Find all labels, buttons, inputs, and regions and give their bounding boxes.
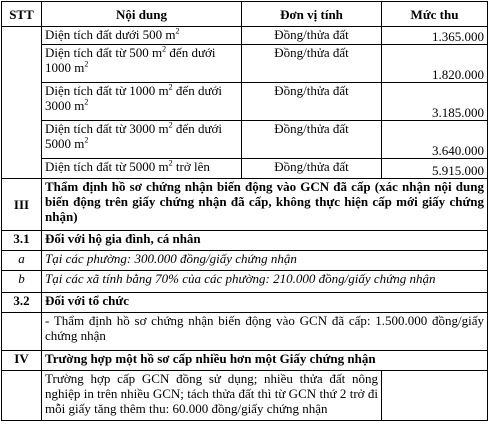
stt-cell-empty (2, 371, 42, 421)
detail-text: Trường hợp cấp GCN đồng sử dụng; nhiều thửa đất nông nghiệp in trên nhiều GCN; tách thửa đất thì từ GCN thứ 2 trở đi mỗi giấy tăng thêm thu: 60.000 đồng/giấy chứng nhận (42, 371, 382, 421)
stt-cell-empty (2, 27, 42, 179)
area-rate: 3.640.000 (382, 121, 488, 159)
subsection-row-3-2 (2, 293, 488, 313)
detail-row-3-2 (2, 313, 488, 351)
header-unit: Đơn vị tính (242, 2, 382, 27)
table-row (2, 27, 488, 45)
section-title: Trường hợp một hồ sơ cấp nhiều hơn một Giấy chứng nhận (42, 351, 488, 371)
area-content: Diện tích đất từ 500 $m^2$ đến dưới 1000 $m^2$ (42, 45, 242, 83)
area-rate: 3.185.000 (382, 83, 488, 121)
item-letter: a (2, 251, 42, 271)
section-number: III (2, 179, 42, 231)
item-row-a (2, 251, 488, 271)
detail-row-IV (2, 371, 488, 421)
area-rate: 1.365.000 (382, 27, 488, 45)
item-letter: b (2, 271, 42, 293)
subsection-number: 3.2 (2, 293, 42, 313)
area-rate: 5.915.000 (382, 159, 488, 179)
fee-table (1, 1, 488, 421)
table-row (2, 45, 488, 83)
subsection-row-3-1 (2, 231, 488, 251)
area-content: Diện tích đất dưới 500 $m^2$ (42, 27, 242, 45)
item-row-b (2, 271, 488, 293)
area-content: Diện tích đất từ 5000 $m^2$ trở lên (42, 159, 242, 179)
item-text: Tại các xã tính bằng 70% của các phường: 210.000 đồng/giấy chứng nhận (42, 271, 488, 293)
detail-text: - Thẩm định hồ sơ chứng nhận biến động vào GCN đã cấp: 1.500.000 đồng/giấy chứng nhận (42, 313, 488, 351)
area-content: Diện tích đất từ 3000 $m^2$ đến dưới 5000 $m^2$ (42, 121, 242, 159)
table-row (2, 159, 488, 179)
table-row (2, 83, 488, 121)
header-content: Nội dung (42, 2, 242, 27)
section-title: Thẩm định hồ sơ chứng nhận biến động vào GCN đã cấp (xác nhận nội dung biến động trên giấy chứng nhận đã cấp, không thực hiện cấp mới giấy chứng nhận) (42, 179, 488, 231)
area-unit: Đồng/thửa đất (242, 83, 382, 121)
area-content: Diện tích đất từ 1000 $m^2$ đến dưới 3000 $m^2$ (42, 83, 242, 121)
area-unit: Đồng/thửa đất (242, 159, 382, 179)
area-rate: 1.820.000 (382, 45, 488, 83)
section-row-III (2, 179, 488, 231)
item-text: Tại các phường: 300.000 đồng/giấy chứng nhận (42, 251, 488, 271)
subsection-title: Đối với hộ gia đình, cá nhân (42, 231, 488, 251)
subsection-number: 3.1 (2, 231, 42, 251)
rate-cell-empty (382, 371, 488, 421)
header-rate: Mức thu (382, 2, 488, 27)
area-unit: Đồng/thửa đất (242, 121, 382, 159)
area-unit: Đồng/thửa đất (242, 27, 382, 45)
table-row (2, 121, 488, 159)
section-number: IV (2, 351, 42, 371)
area-unit: Đồng/thửa đất (242, 45, 382, 83)
section-row-IV (2, 351, 488, 371)
header-stt: STT (2, 2, 42, 27)
stt-cell-empty (2, 313, 42, 351)
header-row (2, 2, 488, 27)
subsection-title: Đối với tổ chức (42, 293, 488, 313)
fee-table-document (1, 1, 488, 421)
